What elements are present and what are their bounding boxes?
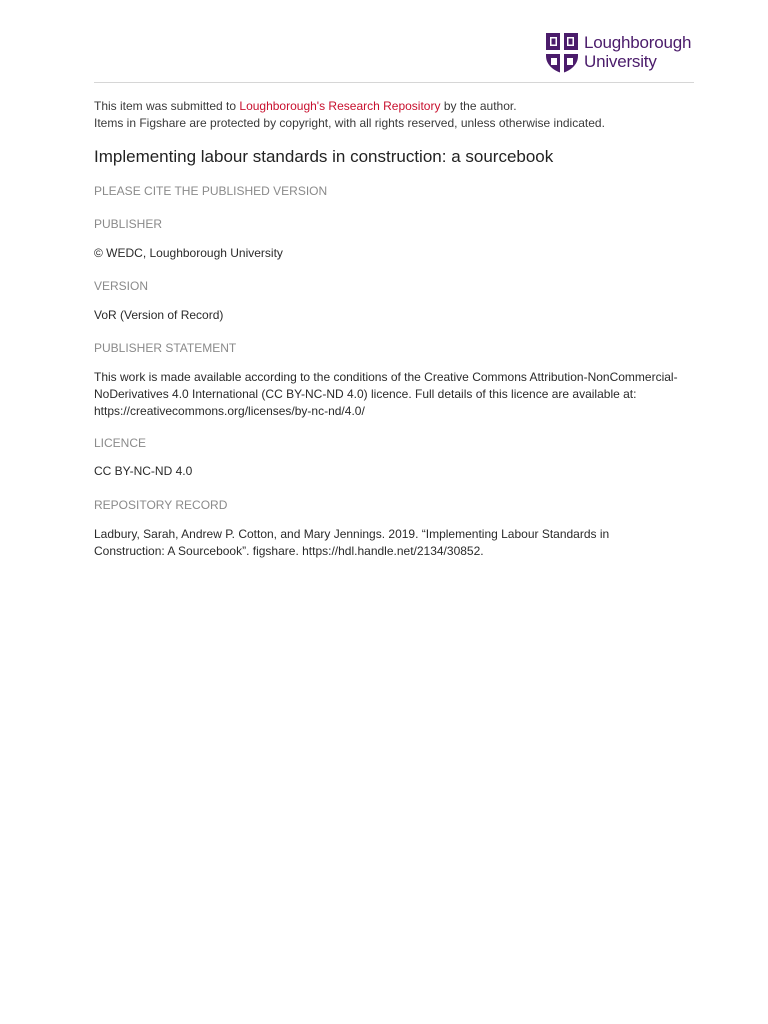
version-label: VERSION	[94, 279, 149, 293]
publisher-value-text: © WEDC, Loughborough University	[94, 246, 283, 260]
publisher-statement-line: This work is made available according to the conditions of the Creative Commons Attribution-NonCommercial-	[94, 370, 678, 384]
publisher-statement-value	[94, 369, 704, 420]
notice-suffix: by the author.	[440, 99, 517, 113]
notice-line-1	[94, 98, 704, 115]
submission-notice	[94, 98, 704, 132]
publisher-label: PUBLISHER	[94, 217, 163, 231]
repository-record-value	[94, 526, 704, 560]
version-value	[94, 307, 704, 324]
document-title: Implementing labour standards in construction: a sourcebook	[94, 147, 554, 166]
wordmark-line1: Loughborough	[584, 33, 692, 52]
licence-value	[94, 463, 704, 480]
university-logo	[545, 32, 705, 76]
publisher-statement-label: PUBLISHER STATEMENT	[94, 341, 237, 355]
header-divider	[94, 82, 694, 83]
university-crest-icon	[545, 32, 579, 74]
notice-line-2: Items in Figshare are protected by copyright, with all rights reserved, unless otherwise indicated.	[94, 116, 605, 130]
licence-value-text: CC BY-NC-ND 4.0	[94, 464, 193, 478]
licence-url[interactable]: https://creativecommons.org/licenses/by-nc-nd/4.0/	[94, 404, 365, 418]
publisher-statement-line: NoDerivatives 4.0 International (CC BY-NC-ND 4.0) licence. Full details of this licence are available at:	[94, 387, 637, 401]
licence-label: LICENCE	[94, 436, 147, 450]
wordmark-line2: University	[584, 52, 657, 71]
notice-prefix: This item was submitted to	[94, 99, 240, 113]
cite-label: PLEASE CITE THE PUBLISHED VERSION	[94, 184, 328, 198]
repository-record-line: Construction: A Sourcebook”. figshare. https://hdl.handle.net/2134/30852.	[94, 544, 484, 558]
version-value-text: VoR (Version of Record)	[94, 308, 224, 322]
university-wordmark	[584, 33, 691, 71]
repository-record-label: REPOSITORY RECORD	[94, 498, 228, 512]
repository-record-line: Ladbury, Sarah, Andrew P. Cotton, and Mary Jennings. 2019. “Implementing Labour Standards in	[94, 527, 610, 541]
repository-link[interactable]: Loughborough's Research Repository	[239, 99, 441, 113]
publisher-value	[94, 245, 704, 262]
